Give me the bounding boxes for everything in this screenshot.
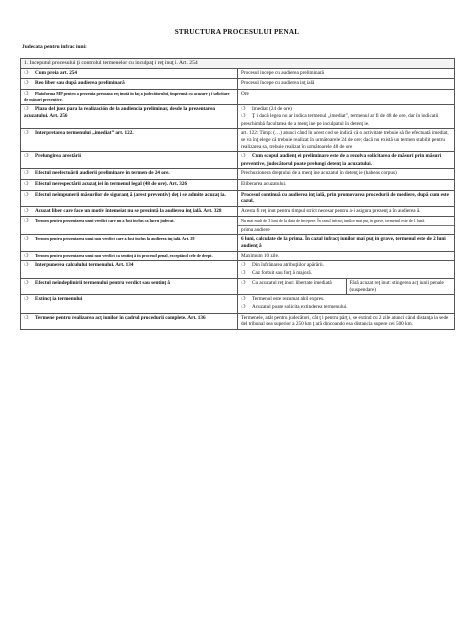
bullet-icon: ❍ <box>241 154 246 160</box>
row-value: Acuzatul poate solicita extinderea termenului. <box>252 304 348 311</box>
bullet-icon: ❍ <box>241 297 246 303</box>
table-row <box>21 313 455 329</box>
bullet-icon: ❍ <box>24 70 29 76</box>
bullet-icon: ❍ <box>24 297 29 303</box>
row-label: Efectul neîndeplinirii termenului pentru verdict sau sentinţ ă <box>35 280 171 287</box>
bullet-icon: ❍ <box>24 315 29 321</box>
row-label: Termen pentru prezentarea unui verdict care nu a fost inclus ca lucru judecat. <box>35 218 175 224</box>
bullet-icon: ❍ <box>24 181 29 187</box>
bullet-icon: ❍ <box>24 253 29 259</box>
section-header: 1. Inceputul procesului ţi controlul termenelor cu inculpaţ i reţ inuţ i. Art. 254 <box>21 59 455 69</box>
bullet-icon: ❍ <box>24 281 29 287</box>
row-value: Termenul este rezumat ahil expres. <box>252 296 325 303</box>
table-row <box>21 279 455 295</box>
row-label: Efectul nerespectării acuzaţ iei în termenul legal (48 de ore). Art. 326 <box>35 180 188 187</box>
bullet-icon: ❍ <box>241 305 246 311</box>
bullet-icon: ❍ <box>24 81 29 87</box>
row-label: Extincţ ia termenului <box>35 296 83 303</box>
row-label: Prelungirea arestării <box>35 153 81 160</box>
table-row <box>21 251 455 261</box>
row-value: Maximum 10 zile. <box>238 251 455 261</box>
bullet-icon: ❍ <box>24 237 29 243</box>
table-row <box>21 190 455 206</box>
row-value: 6 luni, calculate de la prima. În cazul infracţ iunilor mai puţ in grave, termenul este de 2 luni audienţ ă <box>238 235 455 251</box>
row-value: Din înfrânarea atribuţiilor apărării. <box>252 262 325 269</box>
row-label: Plazo del juez para la realización de la audiencia preliminar, desde la prezentarea acuzatului. Art. 256 <box>24 105 215 120</box>
table-row <box>21 152 455 169</box>
table-row <box>21 235 455 251</box>
bullet-icon: ❍ <box>241 114 246 120</box>
table-row <box>21 206 455 217</box>
bullet-icon: ❍ <box>24 154 29 160</box>
row-value: Procesul continuă cu audierea inţ ială, prin promovarea procedurii de mediere, după cum este cazul. <box>238 190 455 206</box>
row-value: Cu acuzatul reţ inut: libertate imediată <box>252 280 332 287</box>
row-value: Fără acuzat reţ inut: stingerea acţ iunii penale (suspendare) <box>346 279 455 294</box>
bullet-icon: ❍ <box>241 270 246 276</box>
table-row <box>21 261 455 279</box>
row-label: Termen pentru prezentarea unui nou verdict care a fost inclus la audierea inţ ială. Art. 29 <box>35 236 195 242</box>
row-label: Reo liber sau după audierea preliminară <box>35 80 125 87</box>
row-value: Termenele, atât pentru judecători, cât ţ i pentru părţ i, se extind cu 2 zile atunci când distanţa la sede del tribunal sea superior a 250 km ţ ară dincoando esa distancia supere cei 500 km. <box>238 313 455 329</box>
process-table <box>20 58 455 330</box>
row-label: Cum preia art. 254 <box>35 69 77 76</box>
row-value: Acesta fi reţ inut pentru timpul strict necesar pentru a-i asigura prezenţ a în audierea ă. <box>238 206 455 217</box>
row-value: Ţ i dacă legea nu ar indica termenul „imediat”, termenul ar fi de 48 de ore, dar în indicatii preschimbă facultatea de a menţ ine pe inculpatul în detenţ ie. <box>241 113 439 127</box>
row-value: Prechuzionera dreptului de a menţ ine acuzatul în detenţ ie (habeas corpus) <box>238 169 455 180</box>
bullet-icon: ❍ <box>24 263 29 269</box>
row-label: Efectul neîmpunerii măsurilor de siguranţ ă (arest preventiv) deţ i se admite acuzaţ ia. <box>35 191 226 198</box>
row-value: art. 122: Timp: (…) atunci când în acest cod se indică că o activitate trebuie să fie efectuată imediat, se va înţ elege că trebuie realizat în următoarele 24 de ore; dacă nu există un termen stabilit pentru realizarea sa, trebuie realizat în următoarele 48 de ore <box>238 129 455 152</box>
row-label: Efectul neefectuării audierii preliminare în termen de 24 ore. <box>35 170 170 177</box>
bullet-icon: ❍ <box>241 106 246 112</box>
bullet-icon: ❍ <box>24 91 29 97</box>
table-row <box>21 129 455 152</box>
table-row <box>21 104 455 129</box>
row-label: Interpunerea calculului termenului. Art. 134 <box>35 262 134 269</box>
bullet-icon: ❍ <box>241 263 246 269</box>
bullet-icon: ❍ <box>24 106 29 112</box>
row-value: Procesul începe cu audierea inţ ială <box>238 79 455 90</box>
row-value: Ore <box>238 89 455 104</box>
bullet-icon: ❍ <box>24 131 29 137</box>
bullet-icon: ❍ <box>241 281 246 287</box>
table-row <box>21 89 455 104</box>
document-subtitle: Judecata pentru infrac iuni: <box>22 44 87 50</box>
row-value: Caz fortuit sau forţ ă majoră. <box>252 269 312 276</box>
row-value: Procesul incepe cu audierea preliminară <box>238 68 455 79</box>
table-row <box>21 68 455 79</box>
bullet-icon: ❍ <box>24 208 29 214</box>
table-row <box>21 79 455 90</box>
bullet-icon: ❍ <box>24 192 29 198</box>
bullet-icon: ❍ <box>24 171 29 177</box>
table-header-row <box>21 59 455 69</box>
row-value: Imediat (24 de ore) <box>252 105 292 112</box>
row-label: Acuzat liber care face un motiv întemeiat nu se prezintă la audierea inţ ială. Art. 328 <box>35 207 222 214</box>
row-value: Eliberarea acuzatului. <box>238 179 455 190</box>
row-label: Termen pentru prezentarea unui nou verdict ca sentinţ ă în procesul penal, exceptând cele de drept. <box>35 252 213 258</box>
row-label: Platoforma MP pentru a prezenta persoana reţ inută în faţ a judecătorului, împreună cu acuzare ţ i solicitare de măsuri preventive. <box>24 90 230 103</box>
table-row <box>21 295 455 313</box>
row-value: Nu mai mult de 3 luni de la data de începere. În cazul infracţ iunilor mai puţ in grave, termenul este de 1 lună. <box>241 218 426 224</box>
table-row <box>21 217 455 235</box>
bullet-icon: ❍ <box>24 219 29 225</box>
row-label: Interpretarea termenului „imediat” art. 122. <box>35 130 134 137</box>
row-label: Termene pentru realizarea acţ iunilor în cadrul procedurii complete. Art. 136 <box>35 314 206 321</box>
document-title: STRUCTURA PROCESULUI PENAL <box>174 28 300 36</box>
table-row <box>21 169 455 180</box>
row-value: prima audiere <box>238 225 454 234</box>
table-row <box>21 179 455 190</box>
row-value: Cum scopul audienţ ei preliminare este de a rezolva solicitarea de măsuri prin măsuri preventive, judecătorul poate prelungi detenţ ia acuzatului. <box>241 153 442 167</box>
